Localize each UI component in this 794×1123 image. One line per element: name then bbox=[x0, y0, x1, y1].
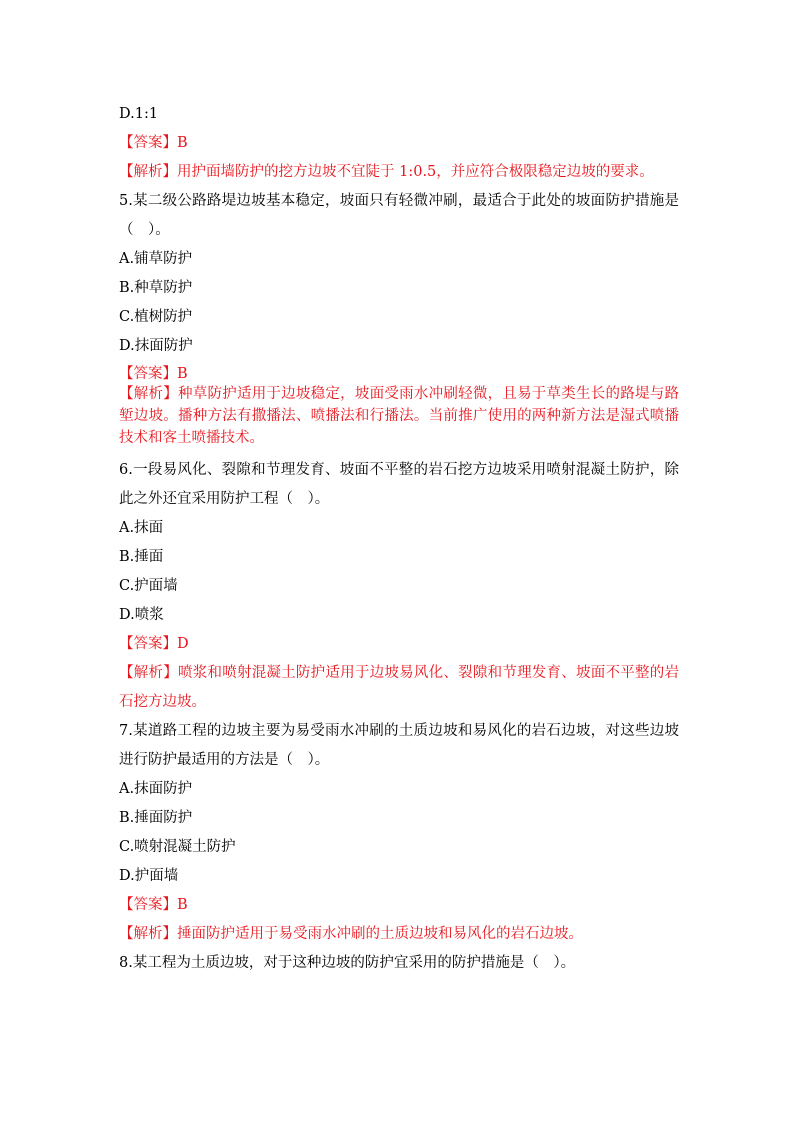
q6-analysis: 【解析】喷浆和喷射混凝土防护适用于边坡易风化、裂隙和节理发育、坡面不平整的岩石挖方边坡。 bbox=[119, 665, 679, 710]
q7-analysis: 【解析】捶面防护适用于易受雨水冲刷的土质边坡和易风化的岩石边坡。 bbox=[119, 926, 583, 942]
q6-option-d: D.喷浆 bbox=[119, 607, 164, 623]
q5-option-b: B.种草防护 bbox=[119, 280, 193, 296]
q7-option-c: C.喷射混凝土防护 bbox=[119, 839, 236, 855]
q5-stem: 5.某二级公路路堤边坡基本稳定，坡面只有轻微冲刷，最适合于此处的坡面防护措施是（ ）。 bbox=[119, 193, 679, 238]
q7-answer: 【答案】B bbox=[119, 897, 188, 913]
q6-answer: 【答案】D bbox=[119, 636, 189, 652]
q7-option-a: A.抹面防护 bbox=[119, 781, 193, 797]
q7-stem: 7.某道路工程的边坡主要为易受雨水冲刷的土质边坡和易风化的岩石边坡，对这些边坡进行防护最适用的方法是（ ）。 bbox=[119, 723, 679, 768]
q4-answer: 【答案】B bbox=[119, 135, 188, 151]
q7-option-d: D.护面墙 bbox=[119, 868, 179, 884]
q6-option-c: C.护面墙 bbox=[119, 578, 178, 594]
document-page bbox=[119, 100, 679, 978]
q5-option-c: C.植树防护 bbox=[119, 309, 193, 325]
q5-answer: 【答案】B bbox=[119, 366, 188, 382]
q5-option-d: D.抹面防护 bbox=[119, 338, 193, 354]
q6-option-b: B.捶面 bbox=[119, 549, 164, 565]
q7-option-b: B.捶面防护 bbox=[119, 810, 193, 826]
q4-analysis: 【解析】用护面墙防护的挖方边坡不宜陡于 1:0.5，并应符合极限稳定边坡的要求。 bbox=[119, 164, 654, 180]
q8-stem: 8.某工程为土质边坡，对于这种边坡的防护宜采用的防护措施是（ ）。 bbox=[119, 955, 576, 971]
q6-stem: 6.一段易风化、裂隙和节理发育、坡面不平整的岩石挖方边坡采用喷射混凝土防护，除此之外还宜采用防护工程（ ）。 bbox=[119, 462, 679, 507]
q5-analysis: 【解析】种草防护适用于边坡稳定，坡面受雨水冲刷轻微，且易于草类生长的路堤与路堑边坡。播种方法有撒播法、喷播法和行播法。当前推广使用的两种新方法是湿式喷播技术和客土喷播技术。 bbox=[119, 386, 679, 446]
q6-option-a: A.抹面 bbox=[119, 520, 164, 536]
q5-option-a: A.铺草防护 bbox=[119, 251, 193, 267]
q4-option-d: D.1:1 bbox=[119, 106, 159, 122]
